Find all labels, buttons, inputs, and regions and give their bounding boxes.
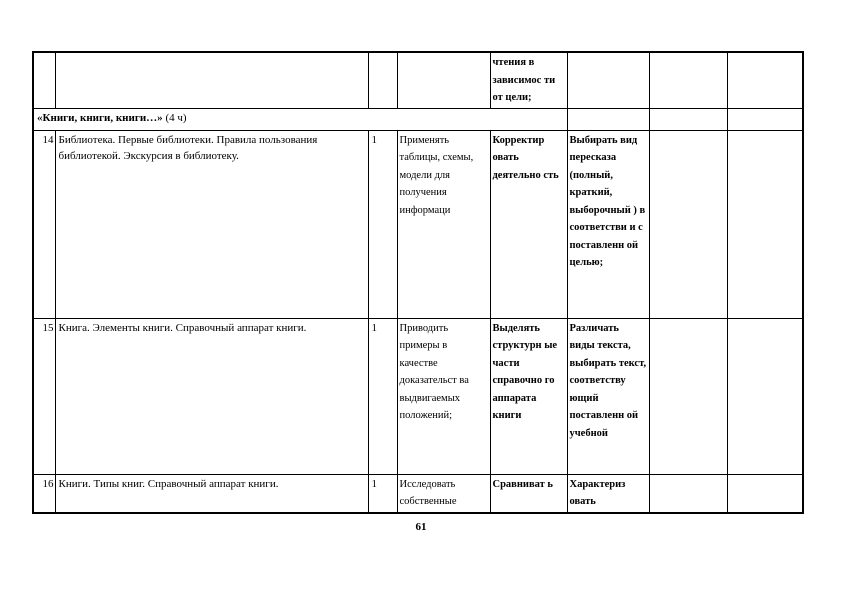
subject-skill-cell: Различать виды текста, выбирать текст, соответству ющий поставленн ой учебной <box>567 318 649 474</box>
section-title: «Книги, книги, книги…» <box>37 111 163 124</box>
table-row-lesson-16 <box>33 474 803 513</box>
empty-cell <box>727 130 803 318</box>
table-row-lesson-14 <box>33 130 803 318</box>
lesson-topic: Библиотека. Первые библиотеки. Правила пользования библиотекой. Экскурсия в библиотеку. <box>55 130 368 318</box>
empty-cell <box>727 52 803 108</box>
empty-cell <box>727 108 803 130</box>
page-number: 61 <box>415 521 427 533</box>
lesson-hours: 1 <box>368 130 397 318</box>
section-heading <box>33 108 567 130</box>
lesson-hours <box>368 52 397 108</box>
lesson-topic: Книги. Типы книг. Справочный аппарат книги. <box>55 474 368 513</box>
subject-skill-cell: Характериз овать <box>567 474 649 513</box>
regulative-cell: чтения в зависимос ти от цели; <box>490 52 567 108</box>
empty-cell <box>649 318 727 474</box>
lesson-number: 15 <box>33 318 55 474</box>
metasubject-cell <box>397 52 490 108</box>
empty-cell <box>649 474 727 513</box>
empty-cell <box>567 108 649 130</box>
lesson-hours: 1 <box>368 318 397 474</box>
lesson-number <box>33 52 55 108</box>
lesson-topic: Книга. Элементы книги. Справочный аппарат книги. <box>55 318 368 474</box>
empty-cell <box>727 474 803 513</box>
table-row-section-header <box>33 108 803 130</box>
table-row-continuation <box>33 52 803 108</box>
regulative-cell: Сравниват ь <box>490 474 567 513</box>
metasubject-cell: Применять таблицы, схемы, модели для получения информаци <box>397 130 490 318</box>
lesson-topic <box>55 52 368 108</box>
table-row-lesson-15 <box>33 318 803 474</box>
lesson-number: 16 <box>33 474 55 513</box>
section-hours: (4 ч) <box>162 111 187 124</box>
subject-skill-cell: Выбирать вид пересказа (полный, краткий, выборочный ) в соответстви и с поставленн ой целью; <box>567 130 649 318</box>
metasubject-cell: Приводить примеры в качестве доказательст ва выдвигаемых положений; <box>397 318 490 474</box>
empty-cell <box>649 108 727 130</box>
regulative-cell: Корректир овать деятельно сть <box>490 130 567 318</box>
lesson-plan-table <box>32 51 804 514</box>
lesson-number: 14 <box>33 130 55 318</box>
lesson-hours: 1 <box>368 474 397 513</box>
empty-cell <box>649 130 727 318</box>
metasubject-cell: Исследовать собственные <box>397 474 490 513</box>
empty-cell <box>649 52 727 108</box>
empty-cell <box>727 318 803 474</box>
regulative-cell: Выделять структурн ые части справочно го аппарата книги <box>490 318 567 474</box>
subject-skill-cell <box>567 52 649 108</box>
